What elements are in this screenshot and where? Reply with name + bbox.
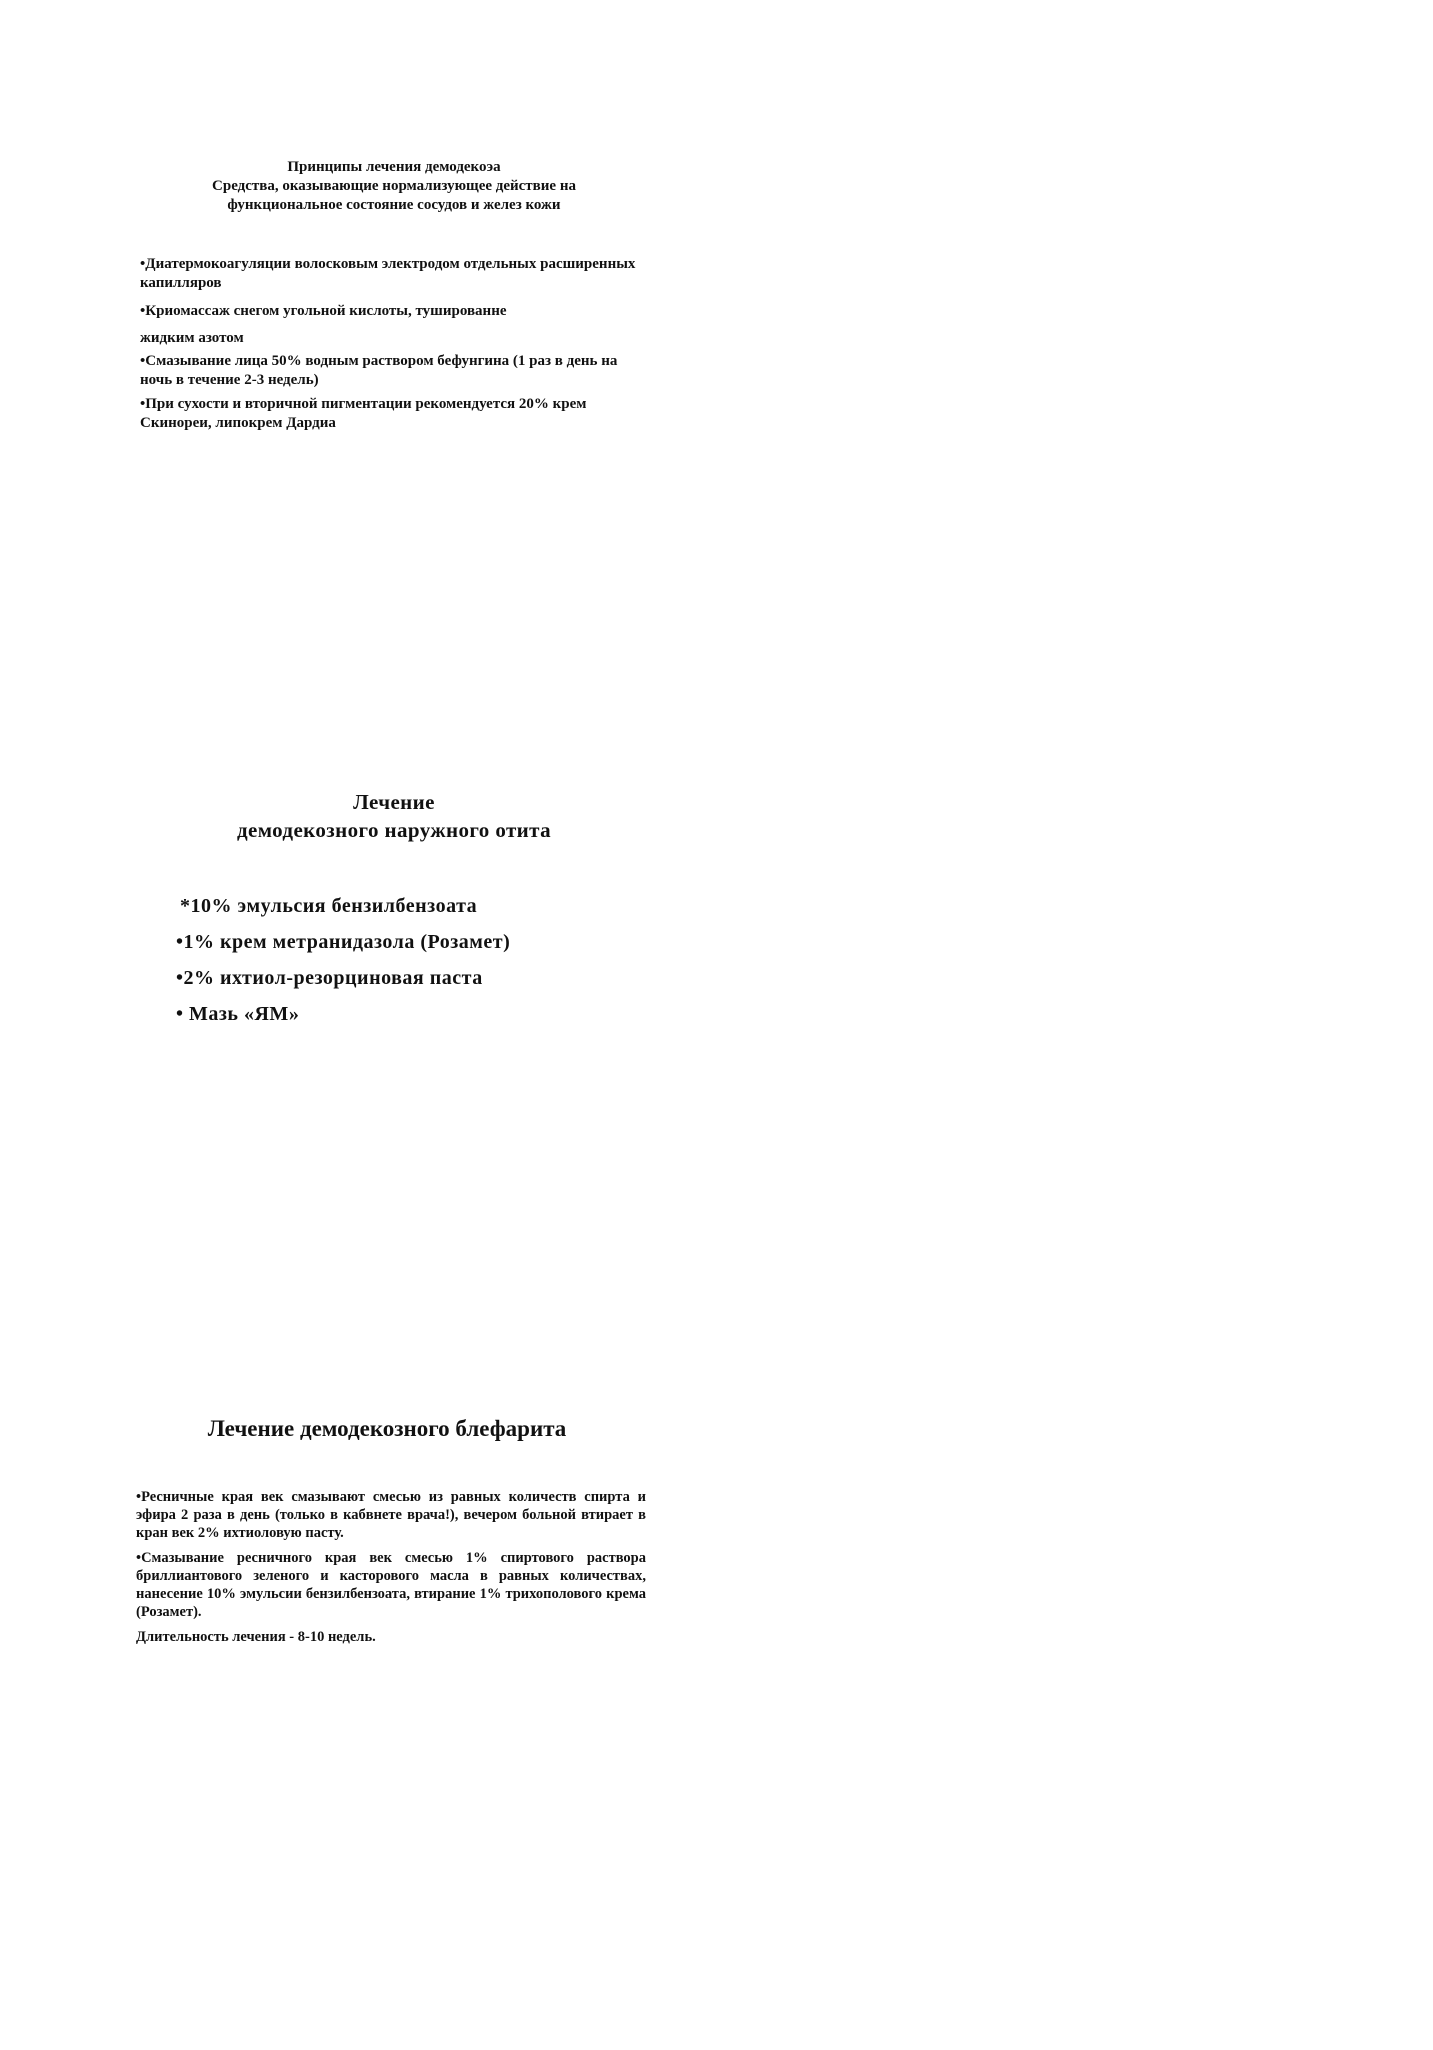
list-item: •1% крем метранидазола (Розамет) bbox=[176, 931, 511, 953]
list-item: •Криомассаж снегом угольной кислоты, тушированне bbox=[140, 303, 507, 319]
list-item: •Диатермокоагуляции волосковым электродом отдельных расширенных капилляров bbox=[140, 256, 636, 291]
otitis-list bbox=[176, 888, 612, 1032]
heading-line: Средства, оказывающие нормализующее действие на bbox=[212, 178, 576, 194]
list-item: •Смазывание лица 50% водным раствором бефунгина (1 раз в день на ночь в течение 2-3 недель) bbox=[140, 353, 618, 388]
section-blepharitis bbox=[136, 1414, 646, 1653]
list-item: •2% ихтиол-резорциновая паста bbox=[176, 967, 483, 989]
list-item: • Мазь «ЯМ» bbox=[176, 1003, 300, 1025]
list-item: жидким азотом bbox=[140, 330, 244, 346]
list-item: •Ресничные края век смазывают смесью из равных количеств спирта и эфира 2 раза в день (только в кабвнете врача!), вечером больной втирает в кран век 2% ихтиоловую пасту. bbox=[136, 1489, 646, 1541]
principles-list bbox=[140, 255, 648, 433]
list-item: •Смазывание ресничного края век смесью 1% спиртового раствора бриллиантового зеленого и касторового масла в равных количествах, нанесение 10% эмульсии бензилбензоата, втирание 1% трихополового крема (Розамет). bbox=[136, 1550, 646, 1620]
blepharitis-heading: Лечение демодекозного блефарита bbox=[207, 1416, 567, 1441]
list-item: *10% эмульсия бензилбензоата bbox=[180, 895, 478, 917]
heading-line: Лечение bbox=[353, 790, 435, 814]
principles-heading bbox=[140, 158, 648, 215]
blepharitis-list bbox=[136, 1488, 646, 1646]
heading-line: функциональное состояние сосудов и желез кожи bbox=[227, 197, 561, 213]
heading-line: Принципы лечения демодекоэа bbox=[287, 159, 501, 175]
section-principles bbox=[140, 158, 648, 438]
heading-line: демодекозного наружного отита bbox=[236, 818, 552, 842]
treatment-duration: Длительность лечения - 8-10 недель. bbox=[136, 1629, 376, 1645]
section-otitis bbox=[176, 788, 612, 1032]
list-item: •При сухости и вторичной пигментации рекомендуется 20% крем Скинореи, липокрем Дардиа bbox=[140, 396, 587, 431]
otitis-heading bbox=[176, 788, 612, 844]
